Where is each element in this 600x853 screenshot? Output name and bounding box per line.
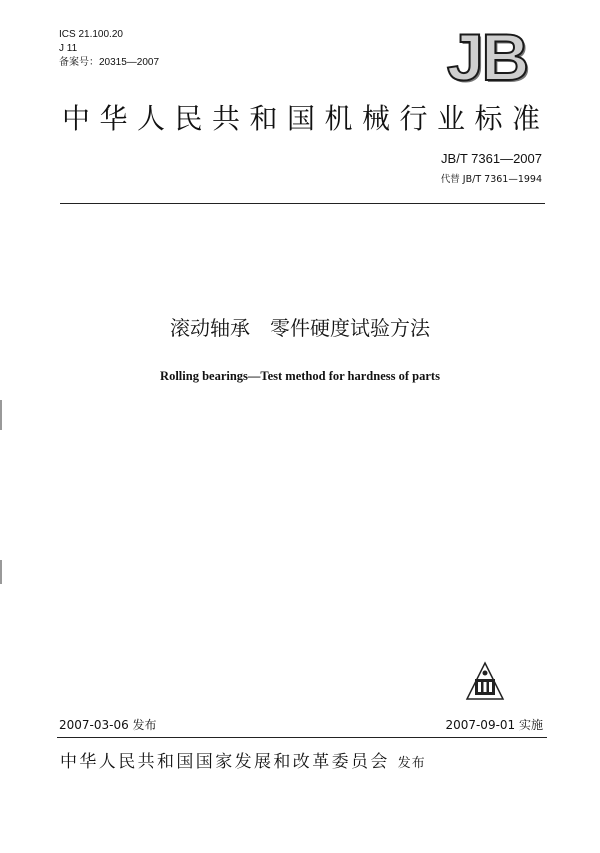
standard-number: JB/T 7361—2007: [441, 151, 542, 166]
publisher-emblem-icon: [465, 661, 505, 701]
issuer-name: 中华人民共和国国家发展和改革委员会: [60, 752, 390, 772]
jb-logo: JB: [446, 20, 528, 94]
record-number: 备案号：20315—2007: [59, 57, 160, 68]
document-metadata: [59, 28, 159, 70]
replaces-standard: 代替 JB/T 7361—1994: [440, 174, 542, 185]
ics-code: ICS 21.100.20: [59, 29, 123, 40]
implementation-date: 2007-09-01 实施: [445, 718, 543, 732]
document-title-english: Rolling bearings—Test method for hardness of parts: [160, 369, 440, 383]
classification-code: J 11: [59, 43, 78, 54]
issuer-suffix: 发布: [397, 756, 426, 771]
scan-edge-mark: [0, 400, 2, 430]
scan-edge-mark: [0, 560, 2, 584]
issuing-authority: [60, 750, 550, 776]
header-divider: [60, 203, 545, 204]
standard-category-title: 中华人民共和国机械行业标准: [62, 102, 550, 135]
publish-date: 2007-03-06 发布: [59, 718, 157, 732]
document-title-chinese: 滚动轴承 零件硬度试验方法: [170, 316, 430, 340]
footer-divider: [57, 737, 547, 738]
